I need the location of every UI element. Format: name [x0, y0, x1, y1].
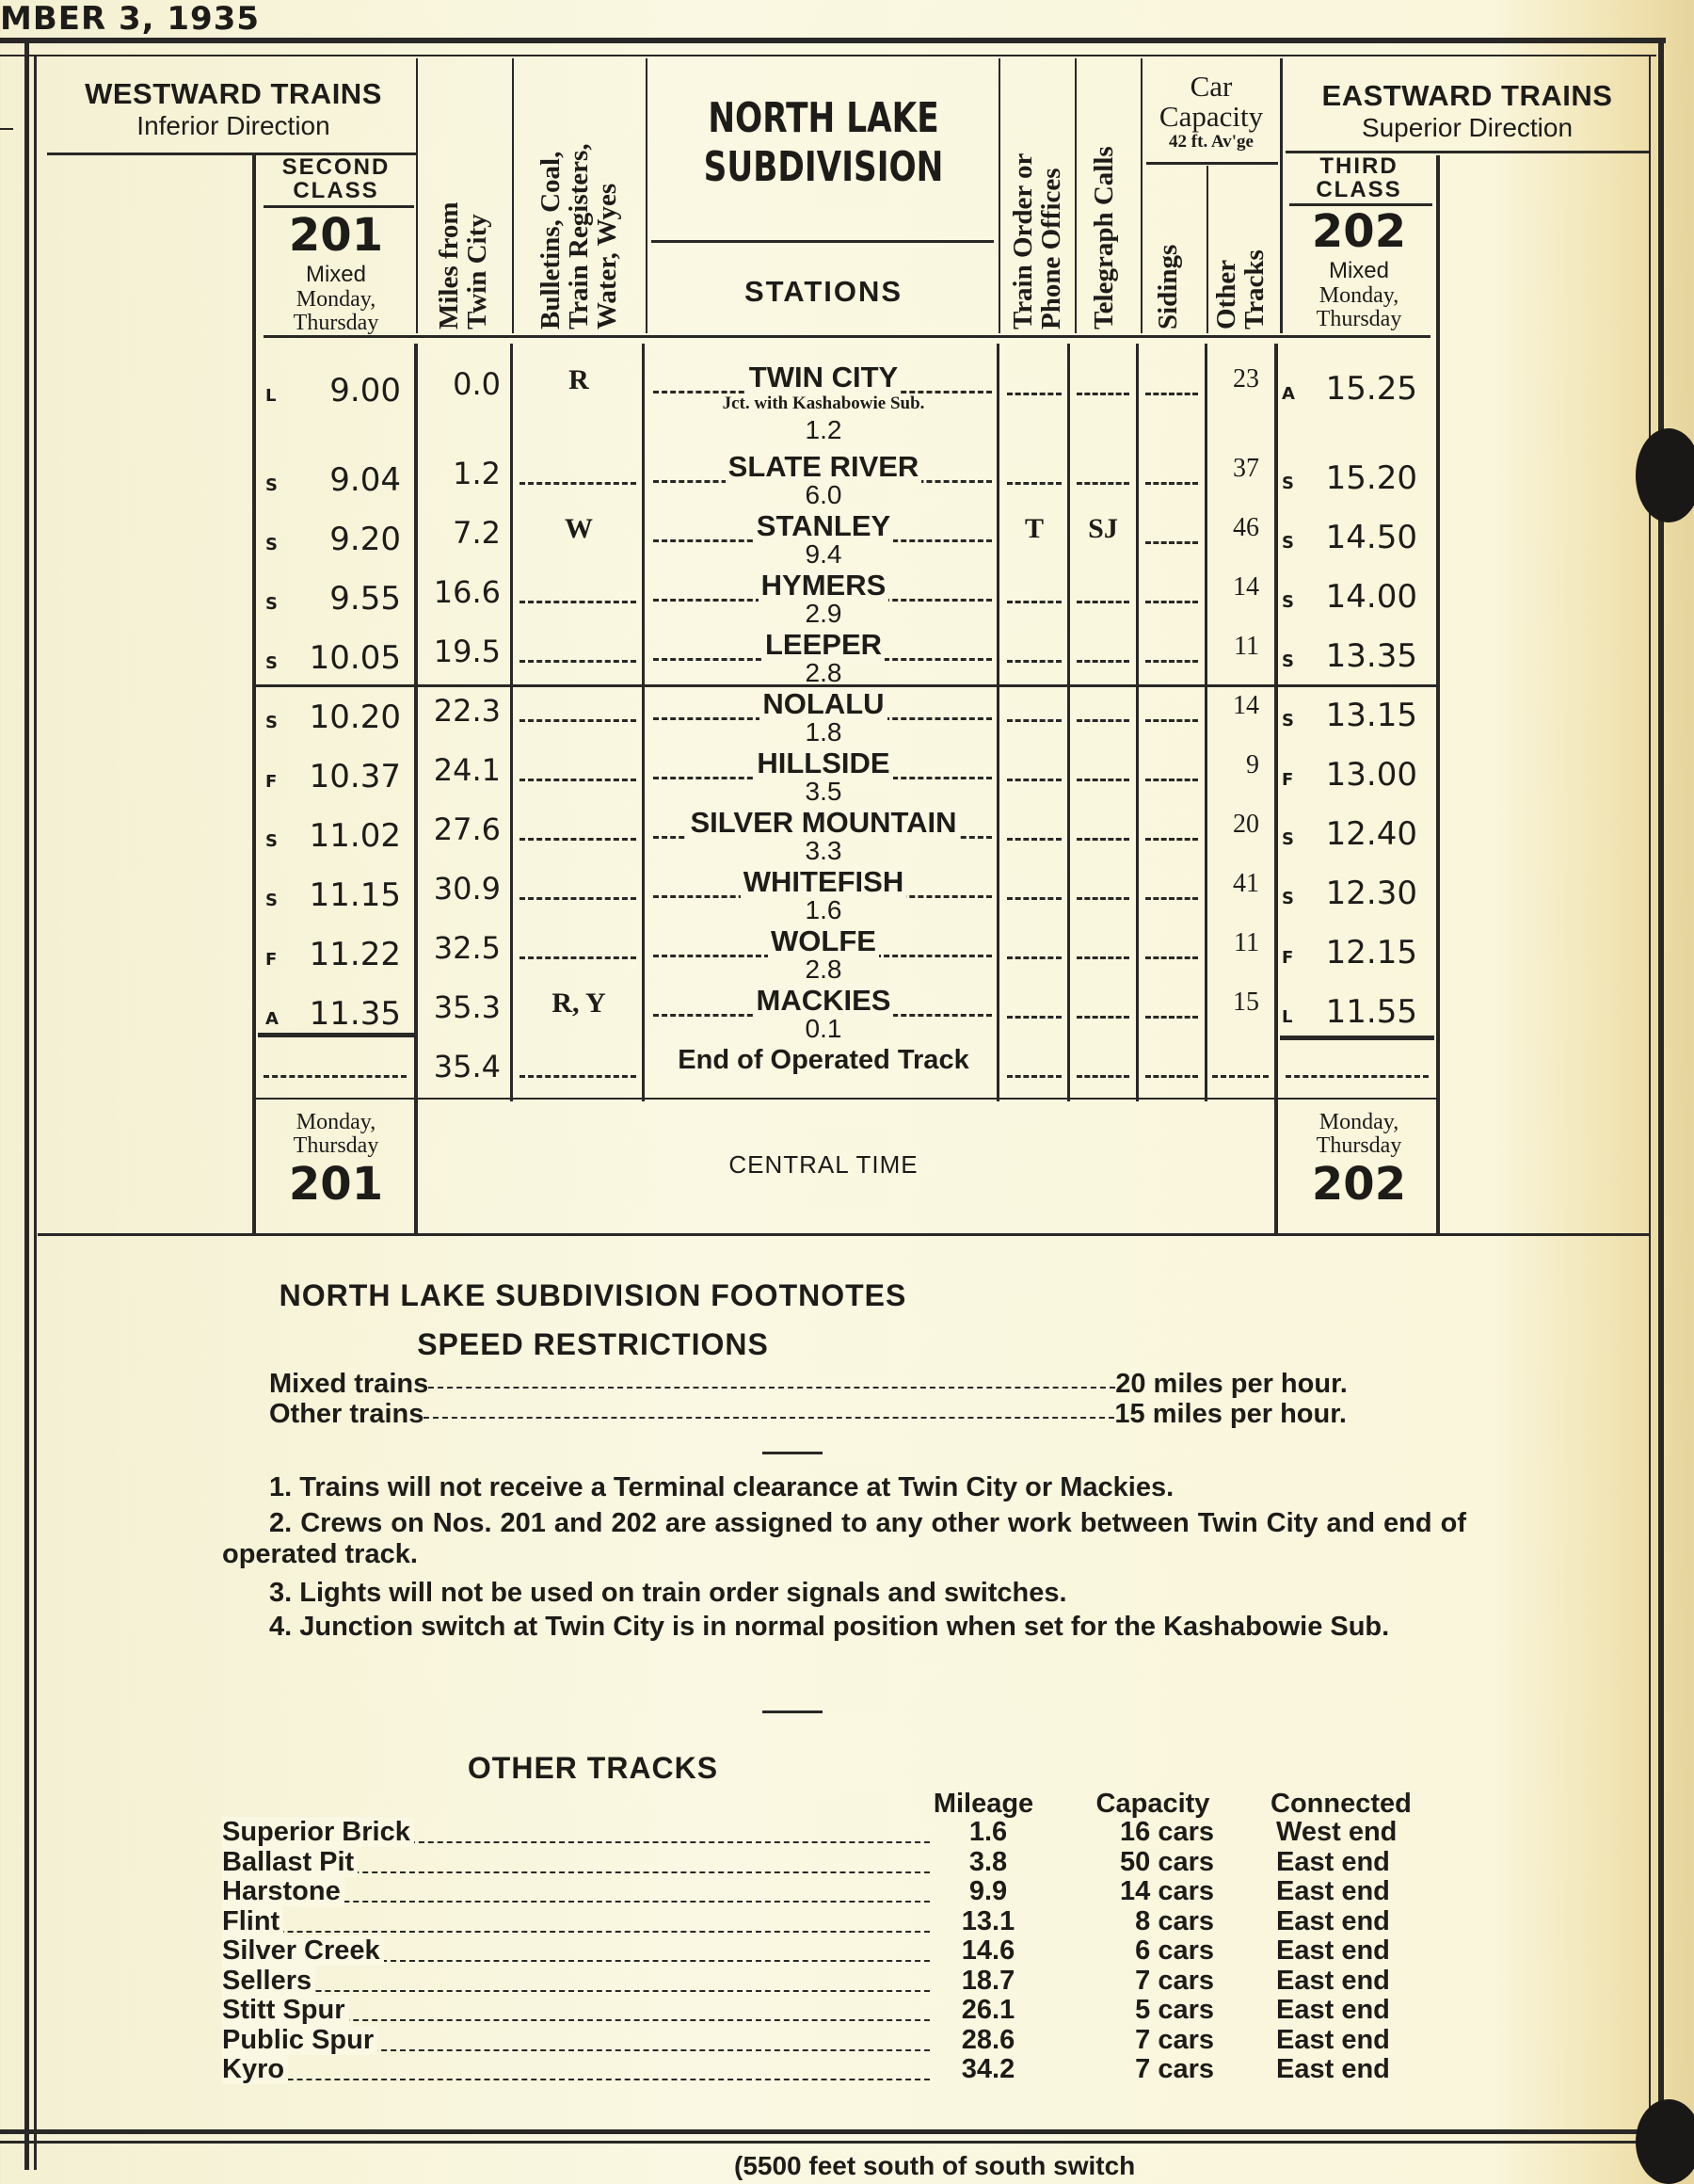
eastward-time: [1282, 697, 1417, 734]
eastward-time-value: 11.55: [1325, 993, 1417, 1031]
other-tracks-capacity: 11: [1234, 632, 1259, 661]
station-name: End of Operated Track: [678, 1045, 969, 1075]
eastward-time-value: 12.40: [1325, 815, 1417, 853]
frame-left-rule-inner: [34, 55, 37, 2170]
westward-train-header: [258, 155, 414, 202]
other-track-mileage: 18.7: [961, 1965, 1015, 1996]
col-rule: [999, 58, 1000, 333]
footnote-3: 3. Lights will not be used on train order signals and switches.: [269, 1578, 1067, 1608]
westward-time-value: 9.55: [329, 580, 401, 618]
eastward-time-value: 13.15: [1325, 697, 1417, 734]
empty-dots: [1212, 1075, 1269, 1078]
empty-dots: [1007, 601, 1062, 603]
empty-dots: [519, 719, 636, 722]
other-track-mileage: 9.9: [968, 1876, 1008, 1906]
other-tracks-capacity: 9: [1246, 750, 1259, 779]
eastward-class-line2: CLASS: [1316, 177, 1402, 202]
other-track-name: Sellers: [222, 1966, 315, 1997]
eastward-time-value: 12.30: [1325, 875, 1417, 912]
eastward-time: [1282, 934, 1417, 972]
empty-dots: [1077, 779, 1129, 781]
other-track-capacity: 7 cars: [1135, 1965, 1214, 1996]
miles-from-twin-city: 24.1: [433, 752, 501, 788]
frame-top-rule: [0, 38, 1666, 43]
eastward-direction: Superior Direction: [1361, 113, 1574, 142]
westward-time-flag: S: [265, 831, 278, 851]
westward-time: [265, 817, 401, 855]
westward-time-flag: S: [265, 535, 278, 554]
westward-class-line2: CLASS: [293, 178, 379, 203]
eastward-time: [1282, 459, 1417, 497]
miles-from-twin-city: 35.4: [433, 1049, 501, 1084]
miles-from-twin-city: 19.5: [433, 634, 501, 669]
westward-time-flag: S: [265, 594, 278, 614]
empty-dots: [1145, 956, 1198, 959]
eastward-footer-days-line2: Thursday: [1316, 1133, 1402, 1158]
empty-dots: [519, 838, 636, 841]
westward-time: [265, 699, 401, 736]
westward-footer-days-line1: Monday,: [296, 1110, 376, 1134]
mackies-rule-east: [1280, 1036, 1434, 1040]
eastward-time-value: 14.50: [1325, 519, 1417, 556]
margin-tick: [0, 128, 13, 130]
miles-from-twin-city: 22.3: [433, 693, 501, 729]
eastward-time: [1282, 756, 1417, 794]
other-track-name: Harstone: [222, 1876, 344, 1907]
other-tracks-header-capacity: Capacity: [1095, 1789, 1210, 1819]
other-tracks-capacity: 14: [1233, 691, 1259, 720]
eastward-time-flag: F: [1282, 770, 1294, 790]
other-track-name: Kyro: [222, 2054, 288, 2085]
empty-dots: [519, 1075, 636, 1078]
westward-time-col-left: [252, 155, 256, 1233]
other-track-capacity: 16 cars: [1120, 1817, 1214, 1847]
empty-dots: [1007, 838, 1062, 841]
eastward-time-value: 15.25: [1325, 370, 1417, 408]
eastward-time: [1282, 815, 1417, 853]
eastward-days-line1: Monday,: [1318, 283, 1399, 308]
other-track-mileage: 13.1: [961, 1905, 1015, 1936]
bottom-fragment: (5500 feet south of south switch: [734, 2151, 1136, 2180]
eastward-train-type: Mixed: [1328, 258, 1390, 283]
eastward-time-flag: L: [1282, 1007, 1293, 1027]
eastward-time-col-right: [1436, 155, 1440, 1233]
empty-dots: [1007, 779, 1062, 781]
empty-dots: [1145, 1075, 1198, 1078]
miles-from-twin-city: 16.6: [433, 574, 501, 610]
eastward-time: [1282, 875, 1417, 912]
miles-from-twin-city: 35.3: [433, 989, 501, 1025]
other-tracks-title: OTHER TRACKS: [467, 1751, 719, 1785]
speed-row-other: Other trains 15 miles per hour.: [269, 1399, 1347, 1429]
station-name: SLATE RIVER: [649, 450, 998, 484]
westward-time: [265, 461, 401, 499]
distance-to-next: 0.1: [805, 1014, 842, 1043]
other-track-capacity: 7 cars: [1135, 2024, 1214, 2055]
other-tracks-capacity: 46: [1233, 513, 1259, 542]
westward-time-value: 11.15: [309, 876, 401, 914]
empty-dots: [519, 897, 636, 900]
mackies-rule-west: [258, 1033, 414, 1037]
eastward-time-flag: S: [1282, 829, 1294, 849]
westward-train-number: 201: [288, 209, 384, 262]
other-tracks-capacity: 15: [1233, 988, 1259, 1017]
other-track-capacity: 7 cars: [1135, 2054, 1214, 2084]
empty-dots: [1145, 897, 1198, 900]
eastward-title: EASTWARD TRAINS: [1321, 79, 1613, 112]
miles-from-twin-city: 27.6: [433, 811, 501, 847]
car-capacity-rule: [1146, 162, 1278, 165]
westward-time-value: 10.05: [309, 639, 401, 677]
col-header-miles: Miles from Twin City: [434, 201, 492, 329]
westward-time-value: 9.04: [329, 461, 401, 499]
frame-right-rule-inner: [1649, 56, 1651, 2170]
distance-to-next: 1.8: [805, 717, 842, 747]
frame-right-rule: [1658, 41, 1664, 2170]
empty-dots: [1077, 660, 1129, 663]
col-header-bulletins: Bulletins, Coal, Train Registers, Water, Wyes: [535, 143, 622, 329]
other-track-mileage: 26.1: [961, 1995, 1015, 2025]
westward-time: [265, 372, 401, 410]
empty-dots: [1007, 482, 1062, 485]
stations-header: STATIONS: [743, 275, 903, 308]
sidings-col-right: [1205, 344, 1207, 1101]
eastward-time-flag: S: [1282, 889, 1294, 908]
empty-dots: [1007, 393, 1062, 395]
col-rule: [416, 58, 418, 333]
westward-time-value: 11.02: [309, 817, 401, 855]
empty-dots: [1145, 393, 1198, 395]
westward-days-line2: Thursday: [293, 311, 379, 335]
other-tracks-header-connected: Connected: [1270, 1789, 1412, 1819]
eastward-header: [1284, 79, 1651, 143]
col-rule: [1207, 166, 1208, 333]
other-track-capacity: 14 cars: [1120, 1876, 1214, 1906]
header-bottom-rule: [264, 335, 1430, 338]
eastward-time-value: 15.20: [1325, 459, 1417, 497]
code-col-right: [642, 344, 645, 1101]
eastward-time-flag: F: [1282, 948, 1294, 968]
time-zone-label: CENTRAL TIME: [728, 1150, 919, 1179]
westward-time-flag: F: [265, 950, 278, 970]
other-track-connected: East end: [1276, 1935, 1390, 1966]
westward-time-value: 10.20: [309, 699, 401, 736]
distance-to-next: 2.8: [805, 658, 842, 687]
other-track-mileage: 3.8: [968, 1846, 1008, 1877]
eastward-time-value: 14.00: [1325, 578, 1417, 616]
westward-train-type: Mixed: [305, 262, 367, 287]
col-rule: [1141, 58, 1143, 333]
leader-dots: [222, 1990, 930, 1992]
col-header-train-order: Train Order or Phone Offices: [1008, 153, 1066, 329]
punch-hole: [1636, 2099, 1694, 2184]
other-tracks-capacity: 41: [1233, 869, 1259, 898]
westward-time-value: 9.20: [329, 521, 401, 558]
empty-dots: [1286, 1075, 1429, 1078]
empty-dots: [1077, 719, 1129, 722]
empty-dots: [1077, 897, 1129, 900]
other-track-capacity: 50 cars: [1120, 1846, 1214, 1877]
empty-dots: [1007, 956, 1062, 959]
westward-footer-days-line2: Thursday: [293, 1133, 379, 1158]
empty-dots: [519, 482, 636, 485]
eastward-time-flag: A: [1282, 384, 1295, 404]
eastward-time-value: 13.35: [1325, 637, 1417, 675]
table-bottom-rule: [38, 1233, 1649, 1236]
empty-dots: [1145, 838, 1198, 841]
eastward-class-line1: THIRD: [1319, 153, 1398, 179]
other-track-mileage: 28.6: [961, 2024, 1015, 2055]
subdivision-rule: [651, 240, 994, 243]
other-tracks-capacity: 14: [1233, 572, 1259, 602]
frame-top-rule-inner: [0, 55, 1656, 56]
westward-time: [265, 995, 401, 1033]
other-track-connected: East end: [1276, 1846, 1390, 1877]
empty-dots: [1077, 956, 1129, 959]
eastward-footer-days-line1: Monday,: [1318, 1110, 1399, 1134]
col-rule: [1280, 58, 1283, 333]
leader-dots: [222, 1931, 930, 1933]
speed-row-mixed: Mixed trains 20 miles per hour.: [269, 1369, 1348, 1399]
miles-from-twin-city: 1.2: [453, 456, 501, 491]
distance-to-next: 3.3: [805, 836, 842, 865]
punch-hole: [1636, 428, 1694, 522]
frame-left-rule: [24, 38, 29, 2170]
empty-dots: [519, 601, 636, 603]
eastward-train-header: [1284, 154, 1434, 201]
subdivision-title-line2: SUBDIVISION: [703, 143, 944, 191]
other-track-capacity: 6 cars: [1135, 1935, 1214, 1966]
empty-dots: [1077, 601, 1129, 603]
eastward-train-info: [1284, 205, 1434, 331]
empty-dots: [519, 779, 636, 781]
miles-from-twin-city: 32.5: [433, 930, 501, 966]
footnotes-title: NORTH LAKE SUBDIVISION FOOTNOTES: [279, 1278, 907, 1312]
empty-dots: [1145, 719, 1198, 722]
westward-time-value: 9.00: [329, 372, 401, 410]
empty-dots: [1145, 660, 1198, 663]
empty-dots: [1007, 1075, 1062, 1078]
empty-dots: [1007, 660, 1062, 663]
westward-time-value: 10.37: [309, 758, 401, 795]
station-name: WHITEFISH: [649, 865, 998, 899]
facility-code: R: [568, 364, 589, 395]
eastward-time-value: 13.00: [1325, 756, 1417, 794]
distance-to-next: 2.9: [805, 599, 842, 628]
eastward-footer-train-number: 202: [1311, 1158, 1407, 1211]
eastward-footer: [1284, 1111, 1434, 1211]
empty-dots: [1145, 779, 1198, 781]
other-track-connected: East end: [1276, 1965, 1390, 1996]
miles-from-twin-city: 30.9: [433, 871, 501, 907]
footnote-4: 4. Junction switch at Twin City is in normal position when set for the Kashabowie Sub.: [269, 1612, 1390, 1642]
eastward-time: [1282, 370, 1417, 408]
empty-dots: [1077, 1016, 1129, 1019]
other-tracks-capacity: 23: [1233, 364, 1259, 393]
empty-dots: [264, 1075, 407, 1078]
station-name: NOLALU: [649, 687, 998, 721]
empty-dots: [519, 660, 636, 663]
westward-time: [265, 580, 401, 618]
other-track-name: Stitt Spur: [222, 1995, 349, 2026]
westward-time: [265, 876, 401, 914]
train-order-office: T: [1024, 513, 1044, 544]
miles-col-right: [510, 344, 513, 1101]
other-track-name: Superior Brick: [222, 1817, 414, 1848]
train-order-col-right: [1067, 344, 1070, 1101]
leader-dots: [424, 1417, 1114, 1419]
empty-dots: [1145, 601, 1198, 603]
westward-header: [45, 77, 422, 141]
other-track-connected: East end: [1276, 1876, 1390, 1906]
empty-dots: [1007, 897, 1062, 900]
other-track-connected: East end: [1276, 2024, 1390, 2055]
westward-time-flag: L: [265, 386, 277, 406]
eastward-time: [1282, 578, 1417, 616]
page-header-date: MBER 3, 1935: [0, 0, 261, 38]
eastward-time: [1282, 519, 1417, 556]
distance-to-next: 3.5: [805, 777, 842, 806]
westward-time-value: 11.35: [309, 995, 401, 1033]
empty-dots: [1077, 1075, 1129, 1078]
westward-time-flag: A: [265, 1009, 279, 1029]
station-name: SILVER MOUNTAIN: [649, 806, 998, 840]
westward-time-flag: S: [265, 475, 278, 495]
empty-dots: [1077, 482, 1129, 485]
empty-dots: [1145, 482, 1198, 485]
col-header-telegraph: Telegraph Calls: [1089, 146, 1119, 329]
footnote-2: 2. Crews on Nos. 201 and 202 are assigned to any other work between Twin City and end of operated track.: [222, 1508, 1466, 1569]
distance-to-next: 1.2: [805, 415, 842, 444]
miles-from-twin-city: 0.0: [453, 366, 501, 402]
eastward-time-flag: S: [1282, 533, 1294, 553]
westward-title: WESTWARD TRAINS: [85, 77, 382, 110]
westward-footer-train-number: 201: [288, 1158, 384, 1211]
westward-time-flag: S: [265, 891, 278, 910]
section-divider: [762, 1452, 823, 1454]
westward-time: [265, 521, 401, 558]
telegraph-call: SJ: [1088, 513, 1118, 544]
eastward-time-flag: S: [1282, 711, 1294, 731]
col-rule: [512, 58, 514, 333]
facility-code: R, Y: [551, 988, 606, 1019]
other-track-mileage: 34.2: [961, 2054, 1015, 2084]
westward-direction: Inferior Direction: [136, 111, 330, 140]
col-header-sidings: Sidings: [1153, 244, 1183, 329]
speed-restrictions-title: SPEED RESTRICTIONS: [417, 1327, 769, 1361]
other-track-capacity: 5 cars: [1135, 1995, 1214, 2025]
other-track-mileage: 1.6: [968, 1817, 1008, 1847]
eastward-time-flag: S: [1282, 592, 1294, 612]
facility-code: W: [565, 513, 593, 544]
station-name: HYMERS: [649, 569, 998, 602]
distance-to-next: 1.6: [805, 895, 842, 924]
other-tracks-header-mileage: Mileage: [933, 1789, 1034, 1819]
westward-class-rule: [264, 205, 414, 208]
westward-train-info: [258, 209, 414, 335]
other-track-name: Public Spur: [222, 2025, 377, 2056]
section-divider: [762, 1710, 823, 1713]
frame-bottom-rule: [0, 2129, 1694, 2134]
other-track-capacity: 8 cars: [1135, 1905, 1214, 1936]
eastward-train-number: 202: [1311, 205, 1407, 258]
station-note: Jct. with Kashabowie Sub.: [722, 393, 925, 413]
miles-from-twin-city: 7.2: [453, 515, 501, 551]
station-name: WOLFE: [649, 924, 998, 958]
eastward-time-flag: S: [1282, 474, 1294, 493]
empty-dots: [1145, 541, 1198, 544]
empty-dots: [1007, 719, 1062, 722]
westward-days-line1: Monday,: [296, 287, 376, 312]
westward-time-flag: F: [265, 772, 278, 792]
eastward-time-flag: S: [1282, 651, 1294, 671]
westward-footer: [258, 1111, 414, 1211]
station-name: HILLSIDE: [649, 747, 998, 780]
westward-time: [265, 936, 401, 973]
other-track-name: Flint: [222, 1906, 283, 1937]
westward-time-value: 11.22: [309, 936, 401, 973]
subdivision-title-line1: NORTH LAKE: [708, 94, 939, 142]
eastward-time-value: 12.15: [1325, 934, 1417, 972]
westward-time-col-right: [414, 344, 418, 1233]
empty-dots: [1145, 1016, 1198, 1019]
other-track-connected: West end: [1276, 1817, 1398, 1847]
col-rule: [1075, 58, 1077, 333]
eastward-time-col-left: [1274, 344, 1278, 1233]
other-tracks-capacity: 20: [1233, 810, 1259, 839]
footnote-1: 1. Trains will not receive a Terminal clearance at Twin City or Mackies.: [269, 1472, 1175, 1502]
empty-dots: [519, 956, 636, 959]
subdivision-title: [688, 94, 960, 192]
westward-time: [265, 758, 401, 795]
telegraph-col-right: [1136, 344, 1139, 1101]
col-rule: [646, 58, 647, 333]
col-header-other-tracks: Other Tracks: [1211, 249, 1270, 329]
empty-dots: [1077, 838, 1129, 841]
other-track-name: Silver Creek: [222, 1935, 384, 1967]
other-track-mileage: 14.6: [961, 1935, 1015, 1966]
other-track-connected: East end: [1276, 2054, 1390, 2084]
leader-dots: [222, 2079, 930, 2080]
other-track-connected: East end: [1276, 1905, 1390, 1936]
station-name: STANLEY: [649, 509, 998, 543]
other-track-connected: East end: [1276, 1995, 1390, 2025]
station-name: LEEPER: [649, 628, 998, 662]
other-tracks-capacity: 11: [1234, 928, 1259, 957]
station-name: TWIN CITY: [649, 361, 998, 394]
westward-time: [265, 639, 401, 677]
eastward-days-line2: Thursday: [1316, 307, 1402, 331]
distance-to-next: 6.0: [805, 480, 842, 509]
distance-to-next: 9.4: [805, 539, 842, 569]
other-tracks-capacity: 37: [1233, 454, 1259, 483]
eastward-time: [1282, 637, 1417, 675]
empty-dots: [1007, 1016, 1062, 1019]
empty-dots: [1077, 393, 1129, 395]
westward-time-flag: S: [265, 653, 278, 673]
col-header-car-capacity: Car Capacity 42 ft. Av'ge: [1159, 70, 1264, 152]
leader-dots: [428, 1387, 1115, 1389]
station-name: MACKIES: [649, 984, 998, 1018]
end-track-rule: [256, 1098, 1436, 1100]
westward-class-line1: SECOND: [281, 154, 391, 180]
distance-to-next: 2.8: [805, 955, 842, 984]
westward-time-flag: S: [265, 713, 278, 732]
eastward-time: [1282, 993, 1417, 1031]
other-track-name: Ballast Pit: [222, 1847, 358, 1878]
frame-bottom-rule-inner: [0, 2141, 1694, 2144]
